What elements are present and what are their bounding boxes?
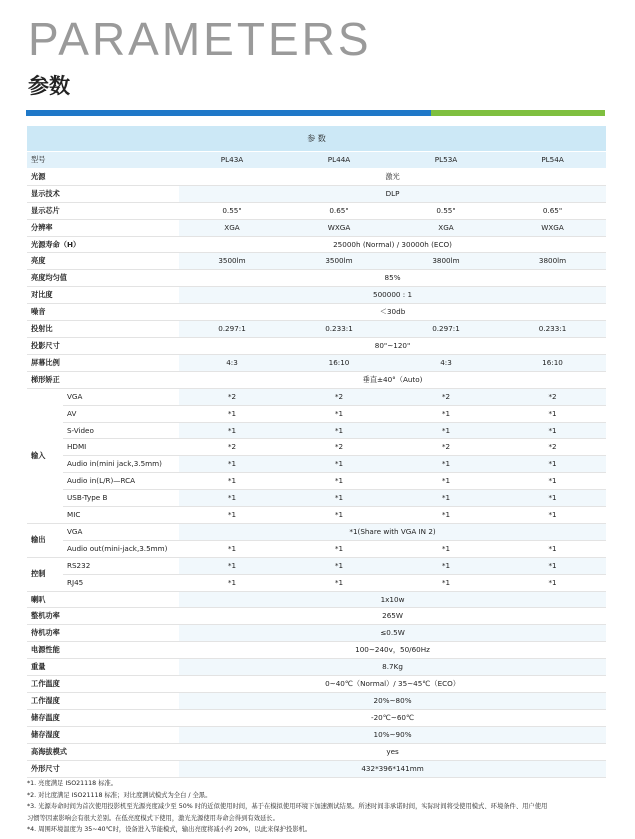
parameters-table (27, 126, 606, 778)
row-value: *1 (179, 574, 285, 591)
row-value: *1 (393, 490, 499, 507)
table-row (27, 185, 606, 202)
row-label: 电源性能 (27, 642, 179, 659)
row-value: WXGA (499, 219, 606, 236)
row-label: 工作湿度 (27, 693, 179, 710)
row-label: 亮度均匀值 (27, 270, 179, 287)
footnote: *1. 亮度满足 ISO21118 标准。 (27, 780, 118, 787)
row-label: 整机功率 (27, 608, 179, 625)
row-value: *1 (179, 473, 285, 490)
divider-blue-segment (26, 110, 431, 116)
row-value-merged: 85% (179, 270, 606, 287)
row-value: 16:10 (285, 354, 393, 371)
row-value: *1 (179, 490, 285, 507)
row-value: *1 (285, 540, 393, 557)
row-value-merged: ＜30db (179, 304, 606, 321)
row-label: 亮度 (27, 253, 179, 270)
row-value-merged: 垂直±40°（Auto) (179, 371, 606, 388)
table-row (27, 202, 606, 219)
model-label: 型号 (27, 152, 179, 169)
footnote: *4. 周围环境温度为 35~40℃时，设备进入节能模式，输出亮度将减小约 20%，以此来保护投影机。 (27, 826, 312, 833)
row-label: 喇叭 (27, 591, 179, 608)
row-label: 外形尺寸 (27, 760, 179, 777)
row-label: RS232 (63, 557, 179, 574)
table-row (27, 354, 606, 371)
table-row (27, 304, 606, 321)
model-name: PL43A (179, 152, 285, 169)
row-label: RJ45 (63, 574, 179, 591)
row-label: 工作温度 (27, 676, 179, 693)
row-value: *1 (393, 574, 499, 591)
table-row (27, 168, 606, 185)
row-value: *1 (499, 574, 606, 591)
row-value: 0.297:1 (179, 321, 285, 338)
row-value: 0.65" (285, 202, 393, 219)
row-label: Audio in(mini jack,3.5mm) (63, 456, 179, 473)
row-label: VGA (63, 388, 179, 405)
row-value: *1 (393, 405, 499, 422)
table-row (27, 642, 606, 659)
row-value: *1 (499, 490, 606, 507)
row-value: *1 (179, 405, 285, 422)
model-name: PL54A (499, 152, 606, 169)
row-value: 4:3 (179, 354, 285, 371)
row-value-merged: 20%~80% (179, 693, 606, 710)
row-value-merged: 432*396*141mm (179, 760, 606, 777)
row-value: 3500lm (179, 253, 285, 270)
row-value: *1 (499, 405, 606, 422)
row-value: *2 (393, 439, 499, 456)
row-label: 储存温度 (27, 709, 179, 726)
page-title: PARAMETERS (28, 13, 372, 65)
row-value: *1 (393, 507, 499, 524)
row-value: 0.233:1 (499, 321, 606, 338)
row-value: *2 (285, 388, 393, 405)
divider-green-segment (431, 110, 605, 116)
table-row (27, 253, 606, 270)
row-label: 屏幕比例 (27, 354, 179, 371)
model-name: PL53A (393, 152, 499, 169)
table-row (27, 473, 606, 490)
footnote: *2. 对比度满足 ISO21118 标准；对比度测试模式为全白 / 全黑。 (27, 791, 212, 799)
row-value: *1 (393, 422, 499, 439)
table-row (27, 557, 606, 574)
row-value: 0.55" (179, 202, 285, 219)
table-row (27, 591, 606, 608)
row-value: *1 (179, 507, 285, 524)
row-value: *1 (499, 473, 606, 490)
row-value: XGA (179, 219, 285, 236)
row-label: 重量 (27, 659, 179, 676)
row-value-merged: 25000h (Normal) / 30000h (ECO) (179, 236, 606, 253)
table-row (27, 270, 606, 287)
row-value-merged: 8.7Kg (179, 659, 606, 676)
row-value: *2 (499, 388, 606, 405)
row-value: 0.65" (499, 202, 606, 219)
table-row (27, 574, 606, 591)
footnote: 习惯等因素影响会有很大差别。在低亮度模式下使用，激光光源使用寿命会得到有效延长。 (27, 814, 279, 822)
row-label: 梯形矫正 (27, 371, 179, 388)
table-row (27, 371, 606, 388)
table-row (27, 287, 606, 304)
row-value: 3800lm (499, 253, 606, 270)
row-label: VGA (63, 523, 179, 540)
row-value: *1 (393, 557, 499, 574)
row-value: *1 (179, 540, 285, 557)
table-header-row (27, 126, 606, 152)
table-section-title: 参 数 (27, 126, 606, 152)
row-value-merged: 1x10w (179, 591, 606, 608)
group-label: 输出 (27, 523, 63, 557)
row-value: *1 (179, 422, 285, 439)
row-value: XGA (393, 219, 499, 236)
row-value: *1 (179, 557, 285, 574)
row-value: *2 (179, 439, 285, 456)
page-subtitle: 参数 (28, 74, 70, 98)
table-row (27, 659, 606, 676)
parameters-table-container (27, 126, 606, 778)
table-row (27, 760, 606, 777)
row-value: 0.297:1 (393, 321, 499, 338)
group-label: 输入 (27, 388, 63, 523)
row-value-merged: 10%~90% (179, 726, 606, 743)
row-label: 高海拔模式 (27, 743, 179, 760)
row-label: Audio in(L/R)—RCA (63, 473, 179, 490)
color-divider-bar (26, 110, 605, 116)
row-label: S-Video (63, 422, 179, 439)
table-row (27, 321, 606, 338)
table-row (27, 236, 606, 253)
row-value: 3800lm (393, 253, 499, 270)
row-value: *2 (499, 439, 606, 456)
table-row (27, 219, 606, 236)
row-label: USB-Type B (63, 490, 179, 507)
table-row (27, 608, 606, 625)
row-value: *2 (179, 388, 285, 405)
row-value-merged: 500000 : 1 (179, 287, 606, 304)
row-value: *1 (499, 422, 606, 439)
row-value: *1 (285, 473, 393, 490)
row-value: 4:3 (393, 354, 499, 371)
table-row (27, 337, 606, 354)
group-label: 控制 (27, 557, 63, 591)
row-value: *1 (499, 540, 606, 557)
row-label: 对比度 (27, 287, 179, 304)
row-label: 显示技术 (27, 185, 179, 202)
row-value-merged: 激光 (179, 168, 606, 185)
table-row (27, 388, 606, 405)
row-value: 0.55" (393, 202, 499, 219)
row-value: *1 (285, 490, 393, 507)
table-row (27, 693, 606, 710)
row-value-merged: 100~240v，50/60Hz (179, 642, 606, 659)
table-row (27, 743, 606, 760)
row-value: *1 (393, 456, 499, 473)
row-value-merged: yes (179, 743, 606, 760)
row-value: *1 (285, 405, 393, 422)
row-value: *1 (285, 507, 393, 524)
row-value-merged: 0~40℃（Normal）/ 35~45℃（ECO） (179, 676, 606, 693)
row-value-merged: 265W (179, 608, 606, 625)
row-value: 3500lm (285, 253, 393, 270)
table-row (27, 507, 606, 524)
table-row (27, 523, 606, 540)
row-value: 0.233:1 (285, 321, 393, 338)
table-row (27, 540, 606, 557)
row-label: 分辨率 (27, 219, 179, 236)
model-name: PL44A (285, 152, 393, 169)
row-value-merged: ≤0.5W (179, 625, 606, 642)
row-value-merged: -20℃~60℃ (179, 709, 606, 726)
row-value: *1 (499, 557, 606, 574)
row-value: *2 (393, 388, 499, 405)
table-row (27, 422, 606, 439)
row-value: *1 (499, 456, 606, 473)
row-label: MIC (63, 507, 179, 524)
table-row (27, 726, 606, 743)
footnotes (27, 778, 607, 836)
model-row (27, 152, 606, 169)
row-label: HDMI (63, 439, 179, 456)
row-value: *1 (285, 422, 393, 439)
row-label: Audio out(mini-jack,3.5mm) (63, 540, 179, 557)
table-row (27, 709, 606, 726)
row-label: 储存湿度 (27, 726, 179, 743)
table-row (27, 490, 606, 507)
row-label: AV (63, 405, 179, 422)
row-label: 显示芯片 (27, 202, 179, 219)
row-value: *1 (393, 540, 499, 557)
row-value: *1 (393, 473, 499, 490)
row-value: WXGA (285, 219, 393, 236)
row-value: *1 (285, 557, 393, 574)
row-label: 光源 (27, 168, 179, 185)
table-row (27, 439, 606, 456)
row-label: 投影尺寸 (27, 337, 179, 354)
table-row (27, 625, 606, 642)
row-value: *2 (285, 439, 393, 456)
table-row (27, 676, 606, 693)
row-value-merged: 80"~120" (179, 337, 606, 354)
row-label: 待机功率 (27, 625, 179, 642)
row-label: 光源寿命（H） (27, 236, 179, 253)
row-value: *1 (285, 456, 393, 473)
row-value: 16:10 (499, 354, 606, 371)
row-value: *1 (499, 507, 606, 524)
footnote: *3. 光源寿命时间为首次使用投影机至光源亮度减少至 50% 时的近似使用时间，基于在模拟使用环境下加速测试结果。所述时间非承诺时间，实际时间将受使用模式、环境条件、用户使用 (27, 803, 548, 810)
row-label: 噪音 (27, 304, 179, 321)
row-value-merged: DLP (179, 185, 606, 202)
table-row (27, 405, 606, 422)
row-label: 投射比 (27, 321, 179, 338)
row-value-merged: *1(Share with VGA IN 2) (179, 523, 606, 540)
row-value: *1 (179, 456, 285, 473)
row-value: *1 (285, 574, 393, 591)
table-row (27, 456, 606, 473)
